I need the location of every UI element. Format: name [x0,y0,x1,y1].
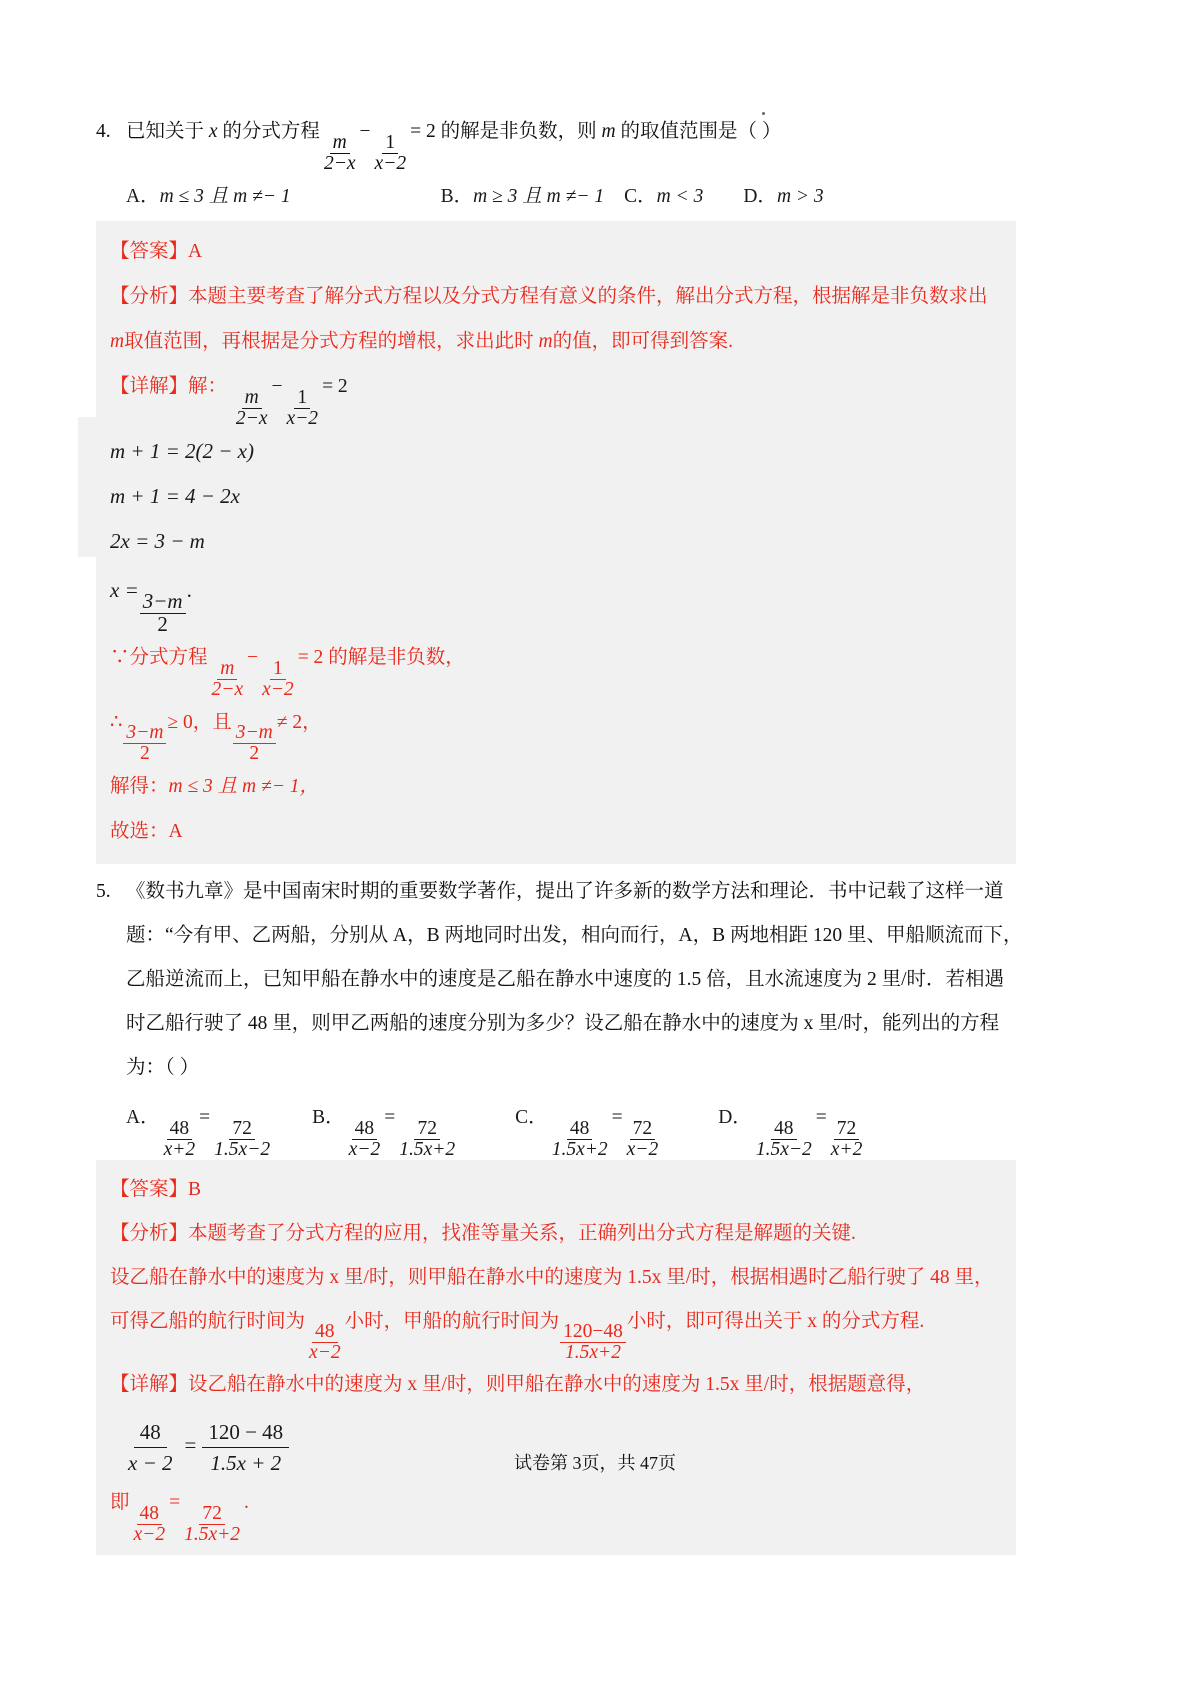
question-4-fraction-1: $\frac{m}{2-x}$ [323,131,356,174]
question-5-stem-line-4 [96,1002,1016,1046]
question-5-detail-line [110,1363,1002,1407]
question-5-option-d-lhs[interactable]: $\frac{48}{1.5x-2}$ [755,1117,812,1160]
answer-tag: 【答案】 [110,1178,189,1200]
question-5-setup-text-b1: 可得乙船的航行时间为 [110,1310,306,1332]
setup-fraction-2: $\frac{120-48}{1.5x+2}$ [560,1322,626,1363]
display-equation-rhs: $\frac{120 - 48}{1.5x + 2}$ [202,1419,289,1477]
question-4-stem-a: 已知关于 [126,121,205,142]
question-4-option-c-label[interactable]: C． [624,186,657,208]
question-5-stem-line-5 [96,1046,1016,1090]
question-4-variable: x [208,121,218,142]
question-4-option-d-text[interactable]: m > 3 [776,186,824,208]
analysis-tag: 【分析】 [110,1222,189,1244]
analysis-tag: 【分析】 [110,286,189,308]
question-5-setup-text-a: 设乙船在静水中的速度为 x 里/时，则甲船在静水中的速度为 1.5x 里/时，根据相遇时乙船行驶了 48 里， [110,1266,994,1288]
question-5-detail-text: 设乙船在静水中的速度为 x 里/时，则甲船在静水中的速度为 1.5x 里/时，根据题意得， [188,1374,926,1396]
question-4-therefore-line [110,700,1002,764]
question-5-option-d-label[interactable]: D． [718,1107,752,1129]
question-5-final-tail: . [244,1492,249,1514]
question-4-therefore-and: 且 [212,711,232,733]
question-4-option-b-label[interactable]: B． [440,186,474,208]
question-5-final-line [110,1483,1002,1544]
question-5-analysis-text: 本题考查了分式方程的应用，找准等量关系，正确列出分式方程是解题的关键. [188,1222,856,1244]
question-5-option-d-rhs[interactable]: $\frac{72}{x+2}$ [830,1117,863,1160]
question-4-analysis-var-2: m [538,331,553,353]
question-4-therefore-mid: ≥ 0， [167,711,213,733]
question-4-analysis-line-1 [110,274,1002,319]
display-equation-equals: = [184,1433,197,1458]
page-content [96,110,1023,1555]
therefore-fraction-1: $\frac{3-m}{2}$ [123,723,166,764]
question-4-option-a-text[interactable]: m ≤ 3 且 m ≠− 1 [159,186,291,208]
therefore-fraction-2: $\frac{3-m}{2}$ [233,723,276,764]
question-5-setup-text-b3: 小时，即可得出关于 x 的分式方程. [626,1310,925,1332]
question-5-stem-line-3 [96,958,1016,1002]
option-b-equals: = [384,1107,396,1129]
question-5-answer-line [110,1168,1002,1212]
question-4-analysis-var-1: m [110,331,125,353]
question-4-choose-lead: 故选： [110,821,169,843]
question-5-setup-line-2 [110,1300,1002,1363]
option-a-equals: = [199,1107,211,1129]
question-4-options [96,173,1016,221]
question-4-option-b-text[interactable]: m ≥ 3 且 m ≠− 1 [473,186,605,208]
detail-fraction-1: $\frac{m}{2-x}$ [235,387,268,430]
question-5-stem-line-1 [96,870,1016,914]
question-4-choose-value: A [168,821,183,843]
question-5-solution-block [96,1160,1016,1555]
question-4-solve-lead: 解得： [110,776,169,798]
question-4-because-text-b: 的解是非负数， [328,647,465,669]
detail-fraction-2: $\frac{1}{x-2}$ [286,387,319,430]
question-4-analysis-text-3: 的值，即可得到答案. [552,331,733,353]
question-5-option-a-label[interactable]: A． [126,1107,160,1129]
detail-tag: 【详解】 [110,376,189,398]
question-5-answer-value: B [188,1178,202,1200]
question-5-option-a-lhs[interactable]: $\frac{48}{x+2}$ [163,1117,196,1160]
question-4-step-3: 2x = 3 − m [110,528,205,553]
setup-fraction-1: $\frac{48}{x-2}$ [309,1321,341,1364]
question-4-detail-line [110,364,1002,428]
question-4-stem-d: 的取值范围是（ ） [620,121,782,142]
question-4-stem-b: 的分式方程 [222,121,320,142]
question-5-option-b-rhs[interactable]: $\frac{72}{1.5x+2}$ [399,1117,456,1160]
question-5-option-a-rhs[interactable]: $\frac{72}{1.5x-2}$ [214,1117,271,1160]
question-4-solution-block [96,221,1016,864]
because-symbol: ∵ [110,647,130,669]
question-4-analysis-line-2 [110,319,1002,364]
question-4-analysis-text-1: 本题主要考查了解分式方程以及分式方程有意义的条件，解出分式方程，根据解是非负数求出 [188,286,988,308]
question-4-minus: − [359,121,371,142]
question-5-stem-text-4: 时乙船行驶了 48 里，则甲乙两船的速度分别为多少？设乙船在静水中的速度为 x 里/时，能列出的方程 [126,1013,1000,1035]
detail-tag: 【详解】 [110,1374,189,1396]
question-4-because-text-a: 分式方程 [129,647,208,669]
option-c-equals: = [611,1107,623,1129]
question-4-solve-line [110,764,1002,809]
question-4-analysis-text-2: 取值范围，再根据是分式方程的增根，求出此时 [124,331,534,353]
page-footer: 试卷第 3页，共 47页 [514,1453,676,1473]
question-4-answer-line [110,229,1002,274]
question-5-analysis-line [110,1212,1002,1256]
because-fraction-1: $\frac{m}{2-x}$ [211,658,244,700]
question-5-block-left-notch [78,1160,96,1342]
question-5-stem-text-3: 乙船逆流而上，已知甲船在静水中的速度是乙船在静水中速度的 1.5 倍，且水流速度为 2 里/时．若相遇 [126,969,1005,991]
question-4-detail-equation: $\frac{m}{2-x}$ − $\frac{1}{x-2}$ = 2 [232,376,348,397]
therefore-symbol: ∴ [110,711,123,733]
question-4-option-a-label[interactable]: A． [126,186,160,208]
question-4-option-d-label[interactable]: D． [743,186,777,208]
final-fraction-lhs: $\frac{48}{x-2}$ [133,1502,166,1545]
question-4-answer-value: A [188,241,203,263]
question-5-options [96,1090,1016,1159]
question-5-stem-text-5: 为：（ ） [126,1057,200,1079]
question-5-stem-text-1: 《数书九章》是中国南宋时期的重要数学著作，提出了许多新的数学方法和理论．书中记载了这样一道 [126,881,1004,903]
question-5-final-equals: = [169,1492,181,1514]
answer-tag: 【答案】 [110,241,189,263]
question-5-option-b-lhs[interactable]: $\frac{48}{x-2}$ [348,1117,381,1160]
question-5-setup-text-b2: 小时，甲船的航行时间为 [344,1310,560,1332]
question-4-fraction-2: $\frac{1}{x-2}$ [374,131,407,174]
final-fraction-rhs: $\frac{72}{1.5x+2}$ [184,1502,241,1545]
question-5-stem-line-2 [96,914,1023,958]
question-4-solve-text: m ≤ 3 且 m ≠− 1， [168,776,319,798]
question-4-number: 4. [96,121,111,142]
display-equation-lhs: $\frac{48}{x - 2}$ [128,1419,173,1475]
question-4-stem-c: 的解是非负数，则 [440,121,597,142]
question-4-option-c-text[interactable]: m < 3 [656,186,704,208]
question-5-final-lead: 即 [110,1492,130,1514]
question-4-detail-lead: 解： [188,376,228,398]
question-5-setup-line-1 [110,1256,1002,1300]
question-4-choose-line [110,809,1002,854]
step-4-fraction: $\frac{3-m}{2}$ [140,591,186,635]
question-4-step-1: m + 1 = 2(2 − x) [110,438,254,463]
question-4-stem [96,110,1016,173]
question-5-option-c-lhs[interactable]: $\frac{48}{1.5x+2}$ [551,1117,608,1160]
question-4-step-4: x = $\frac{3-m}{2}$ . [110,577,192,636]
question-5-number: 5. [96,881,111,903]
question-4-therefore-tail: ≠ 2， [276,711,322,733]
question-5-option-c-rhs[interactable]: $\frac{72}{x-2}$ [626,1117,659,1160]
because-fraction-2: $\frac{1}{x-2}$ [262,658,294,700]
question-5-option-c-label[interactable]: C． [515,1107,548,1129]
question-4-step-2: m + 1 = 4 − 2x [110,483,240,508]
question-4-equals: = 2 [410,121,436,142]
question-5-stem-text-2: 题：“今有甲、乙两船，分别从 A，B 两地同时出发，相向而行，A，B 两地相距 120 里、甲船顺流而下， [126,925,1023,947]
solution-block-left-extension [78,417,96,557]
question-4-because-line: ∵分式方程 $\frac{m}{2-x}$ − $\frac{1}{x-2}$ = 2 的解是非负数， [110,647,465,700]
question-4-variable-m: m [601,121,616,142]
option-d-equals: = [815,1107,827,1129]
question-5-option-b-label[interactable]: B． [312,1107,345,1129]
